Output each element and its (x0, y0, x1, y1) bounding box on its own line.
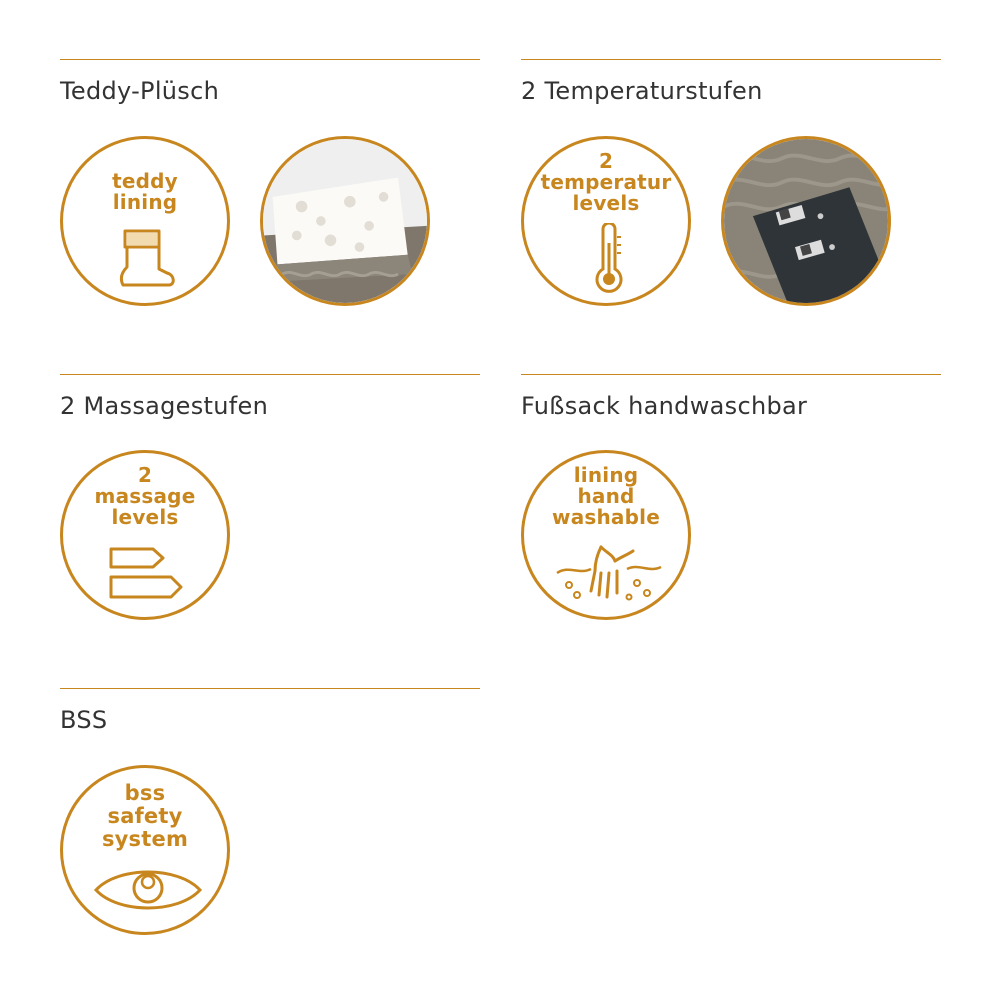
teddy-lining-badge (60, 136, 230, 306)
feature-title: Teddy-Plüsch (60, 77, 220, 105)
feature-title: BSS (60, 706, 108, 734)
feature-hand-washable (521, 374, 941, 634)
massage-levels-badge (60, 450, 230, 620)
feature-massage-levels (60, 374, 480, 634)
controller-photo (721, 136, 891, 306)
hand-wash-icon (549, 537, 669, 607)
divider-line (60, 59, 480, 60)
teddy-plush-photo (260, 136, 430, 306)
boot-icon (113, 225, 183, 295)
badge-text: 2 massage levels (94, 463, 196, 529)
feature-title: 2 Temperaturstufen (521, 77, 763, 105)
eye-icon (88, 860, 208, 920)
badge-text: teddy lining (112, 169, 178, 214)
feature-temperature-levels (521, 59, 941, 319)
temperature-levels-badge (521, 136, 691, 306)
badge-text: 2 temperatur levels (540, 149, 672, 215)
divider-line (521, 374, 941, 375)
feature-title: 2 Massagestufen (60, 392, 269, 420)
feature-teddy-plush (60, 59, 480, 319)
hand-washable-badge (521, 450, 691, 620)
feature-title: Fußsack handwaschbar (521, 392, 808, 420)
controller-image (724, 139, 888, 303)
divider-line (60, 688, 480, 689)
feature-bss (60, 688, 480, 948)
thermometer-icon (589, 223, 629, 295)
teddy-plush-image (263, 139, 427, 303)
massage-levels-icon (105, 543, 195, 605)
divider-line (521, 59, 941, 60)
badge-text: bss safety system (101, 781, 189, 851)
bss-safety-system-badge (60, 765, 230, 935)
badge-text: lining hand washable (552, 463, 660, 529)
divider-line (60, 374, 480, 375)
